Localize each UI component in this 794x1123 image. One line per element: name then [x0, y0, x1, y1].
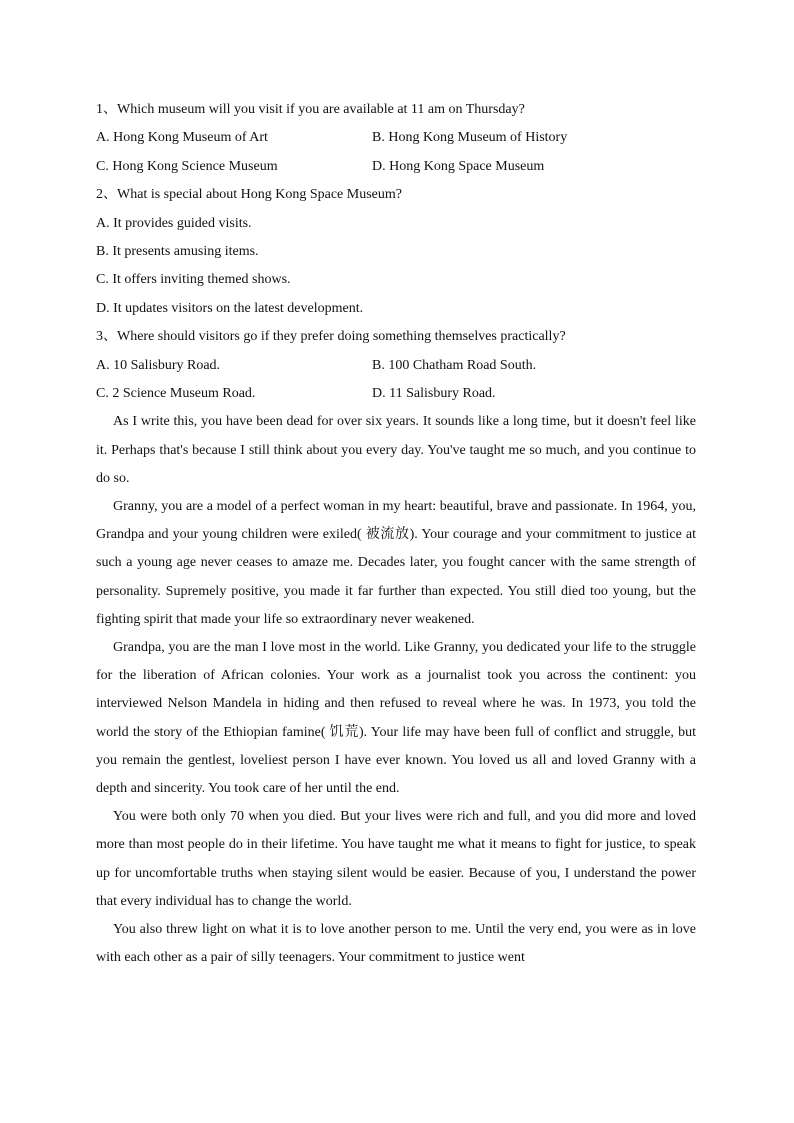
- passage-paragraph-2: Granny, you are a model of a perfect woman in my heart: beautiful, brave and passionate. In 1964, you, Grandpa and your young children were exiled( 被流放). Your courage and your commitment to justice at such a young age never ceases to amaze me. Decades later, you fought cancer with the same strength of personality. Supremely positive, you made it far further than expected. You still died too young, but the fighting spirit that made your life so extraordinary never weakened.: [96, 498, 696, 627]
- question-2-stem: 2、What is special about Hong Kong Space Museum?: [96, 187, 402, 203]
- option-c: C. Hong Kong Science Museum: [96, 158, 278, 174]
- passage-paragraph-4: You were both only 70 when you died. But your lives were rich and full, and you did more and loved more than most people do in their lifetime. You have taught me what it means to fight for justice, to speak up for uncomfortable truths when staying silent would be easier. Because of you, I understand the power that every individual has to change the world.: [96, 809, 696, 909]
- passage-paragraph-3: Grandpa, you are the man I love most in the world. Like Granny, you dedicated your life to the struggle for the liberation of African colonies. Your work as a journalist took you across the continent: you interviewed Nelson Mandela in hiding and then refused to reveal where he was. In 1973, you told the world the story of the Ethiopian famine( 饥荒). Your life may have been full of conflict and struggle, but you remain the gentlest, loveliest person I have ever known. You loved us all and loved Granny with a depth and sincerity. You took care of her until the end.: [96, 639, 696, 796]
- option-d: D. 11 Salisbury Road.: [372, 385, 496, 401]
- option-d: D. Hong Kong Space Museum: [372, 158, 545, 174]
- document-page: [96, 96, 696, 972]
- option-b: B. 100 Chatham Road South.: [372, 357, 537, 373]
- option-b: B. Hong Kong Museum of History: [372, 130, 568, 146]
- question-1-options-row-1: [96, 124, 696, 152]
- option-a: A. It provides guided visits.: [96, 215, 252, 231]
- question-3-options-row-2: [96, 380, 696, 408]
- option-a: A. 10 Salisbury Road.: [96, 357, 221, 373]
- option-d: D. It updates visitors on the latest development.: [96, 300, 364, 316]
- passage-paragraph-1: As I write this, you have been dead for over six years. It sounds like a long time, but it doesn't feel like it. Perhaps that's because I still think about you every day. You've taught me so much, and you continue to do so.: [96, 414, 696, 486]
- option-a: A. Hong Kong Museum of Art: [96, 130, 268, 146]
- option-b: B. It presents amusing items.: [96, 243, 259, 259]
- question-1-options-row-2: [96, 153, 696, 181]
- question-3-stem: 3、Where should visitors go if they prefer doing something themselves practically?: [96, 329, 566, 345]
- question-3-options-row-1: [96, 352, 696, 380]
- option-c: C. 2 Science Museum Road.: [96, 385, 256, 401]
- option-c: C. It offers inviting themed shows.: [96, 272, 291, 288]
- passage-paragraph-5: You also threw light on what it is to love another person to me. Until the very end, you were as in love with each other as a pair of silly teenagers. Your commitment to justice went: [96, 921, 696, 966]
- question-1-stem: 1、Which museum will you visit if you are available at 11 am on Thursday?: [96, 102, 525, 117]
